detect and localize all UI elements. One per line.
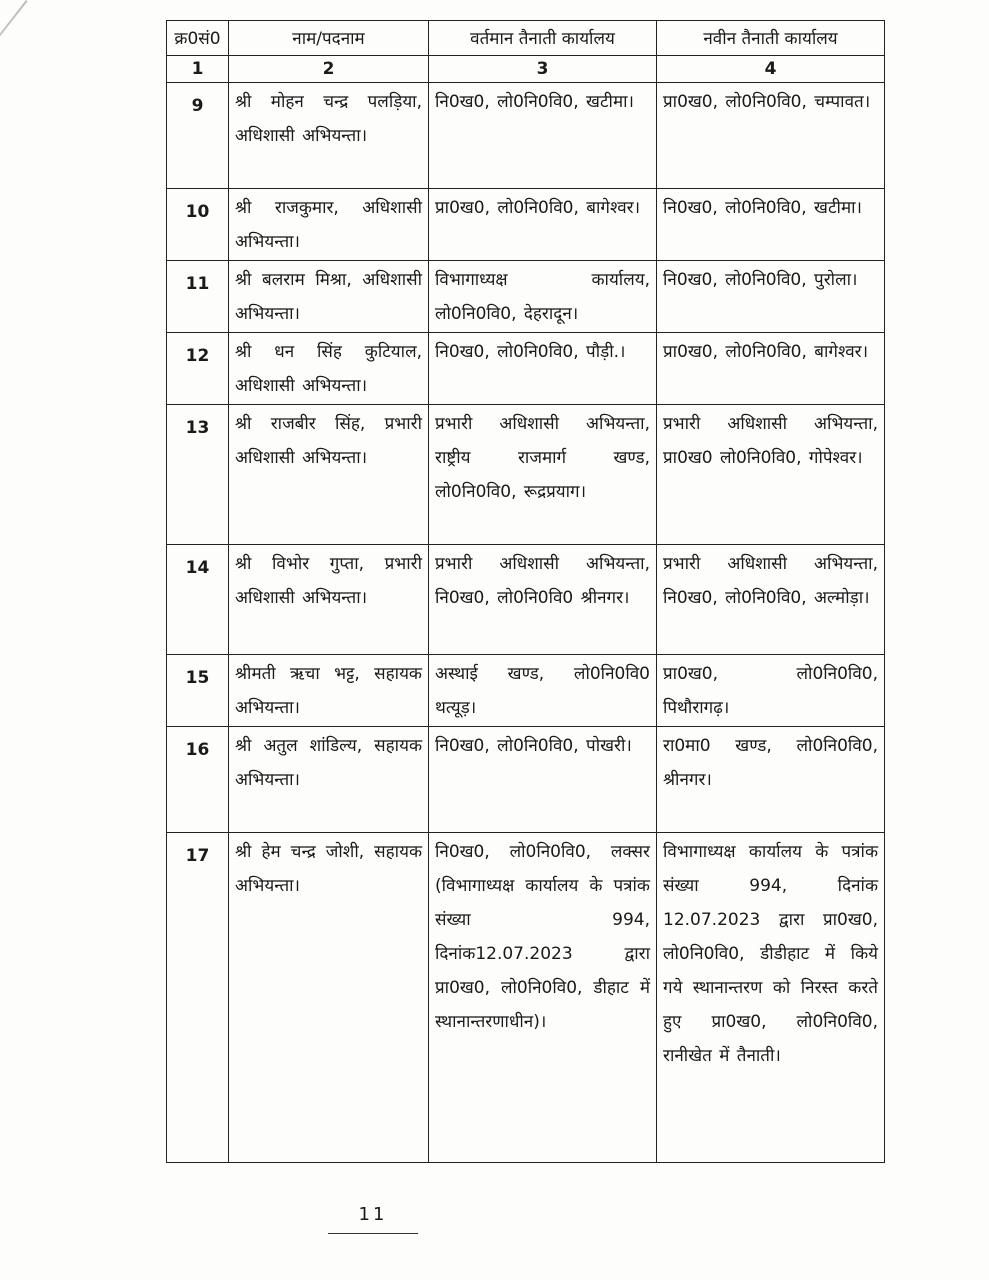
serial-number: 14 [167,545,229,655]
officer-name: श्री धन सिंह कुटियाल, अधिशासी अभियन्ता। [229,333,429,405]
column-number: 3 [429,56,657,83]
serial-number: 15 [167,655,229,727]
new-office: प्रा0ख0, लो0नि0वि0, चम्पावत। [657,83,885,189]
table-row [167,189,885,261]
current-office: विभागाध्यक्ष कार्यालय, लो0नि0वि0, देहरादून। [429,261,657,333]
table-row [167,727,885,833]
current-office: प्रभारी अधिशासी अभियन्ता, राष्ट्रीय राजमार्ग खण्ड, लो0नि0वि0, रूद्रप्रयाग। [429,405,657,545]
header-name: नाम/पदनाम [229,21,429,56]
table-row [167,333,885,405]
paper-fold-mark [0,0,28,108]
officer-name: श्रीमती ऋचा भट्ट, सहायक अभियन्ता। [229,655,429,727]
table-row [167,261,885,333]
officer-name: श्री राजकुमार, अधिशासी अभियन्ता। [229,189,429,261]
new-office: प्रा0ख0, लो0नि0वि0, पिथौरागढ़। [657,655,885,727]
table-row [167,545,885,655]
serial-number: 13 [167,405,229,545]
column-number: 2 [229,56,429,83]
page-number: 11 [328,1204,418,1234]
column-number: 1 [167,56,229,83]
serial-number: 11 [167,261,229,333]
header-serial: क्र0सं0 [167,21,229,56]
header-current-office: वर्तमान तैनाती कार्यालय [429,21,657,56]
serial-number: 12 [167,333,229,405]
serial-number: 17 [167,833,229,1163]
serial-number: 10 [167,189,229,261]
current-office: नि0ख0, लो0नि0वि0, पौड़ी.। [429,333,657,405]
new-office: विभागाध्यक्ष कार्यालय के पत्रांक संख्या 994, दिनांक 12.07.2023 द्वारा प्रा0ख0, लो0नि0वि0, डीडीहाट में किये गये स्थानान्तरण को निरस्त करते हुए प्रा0ख0, लो0नि0वि0, रानीखेत में तैनाती। [657,833,885,1163]
current-office: प्रभारी अधिशासी अभियन्ता, नि0ख0, लो0नि0वि0 श्रीनगर। [429,545,657,655]
officer-name: श्री बलराम मिश्रा, अधिशासी अभियन्ता। [229,261,429,333]
officer-name: श्री हेम चन्द्र जोशी, सहायक अभियन्ता। [229,833,429,1163]
officer-name: श्री अतुल शांडिल्य, सहायक अभियन्ता। [229,727,429,833]
column-number-row [167,56,885,83]
header-row [167,21,885,56]
current-office: प्रा0ख0, लो0नि0वि0, बागेश्वर। [429,189,657,261]
new-office: रा0मा0 खण्ड, लो0नि0वि0, श्रीनगर। [657,727,885,833]
transfer-table [166,20,885,1163]
current-office: नि0ख0, लो0नि0वि0, खटीमा। [429,83,657,189]
header-new-office: नवीन तैनाती कार्यालय [657,21,885,56]
current-office: अस्थाई खण्ड, लो0नि0वि0 थत्यूड़। [429,655,657,727]
officer-name: श्री मोहन चन्द्र पलड़िया, अधिशासी अभियन्ता। [229,83,429,189]
serial-number: 9 [167,83,229,189]
serial-number: 16 [167,727,229,833]
table-row [167,655,885,727]
new-office: नि0ख0, लो0नि0वि0, खटीमा। [657,189,885,261]
new-office: प्रा0ख0, लो0नि0वि0, बागेश्वर। [657,333,885,405]
table-row [167,833,885,1163]
new-office: नि0ख0, लो0नि0वि0, पुरोला। [657,261,885,333]
current-office: नि0ख0, लो0नि0वि0, लक्सर (विभागाध्यक्ष कार्यालय के पत्रांक संख्या 994, दिनांक12.07.2023 द्वारा प्रा0ख0, लो0नि0वि0, डीहाट में स्थानान्तरणाधीन)। [429,833,657,1163]
new-office: प्रभारी अधिशासी अभियन्ता, प्रा0ख0 लो0नि0वि0, गोपेश्वर। [657,405,885,545]
current-office: नि0ख0, लो0नि0वि0, पोखरी। [429,727,657,833]
table-row [167,405,885,545]
new-office: प्रभारी अधिशासी अभियन्ता, नि0ख0, लो0नि0वि0, अल्मोड़ा। [657,545,885,655]
officer-name: श्री विभोर गुप्ता, प्रभारी अधिशासी अभियन्ता। [229,545,429,655]
officer-name: श्री राजबीर सिंह, प्रभारी अधिशासी अभियन्ता। [229,405,429,545]
table-row [167,83,885,189]
column-number: 4 [657,56,885,83]
